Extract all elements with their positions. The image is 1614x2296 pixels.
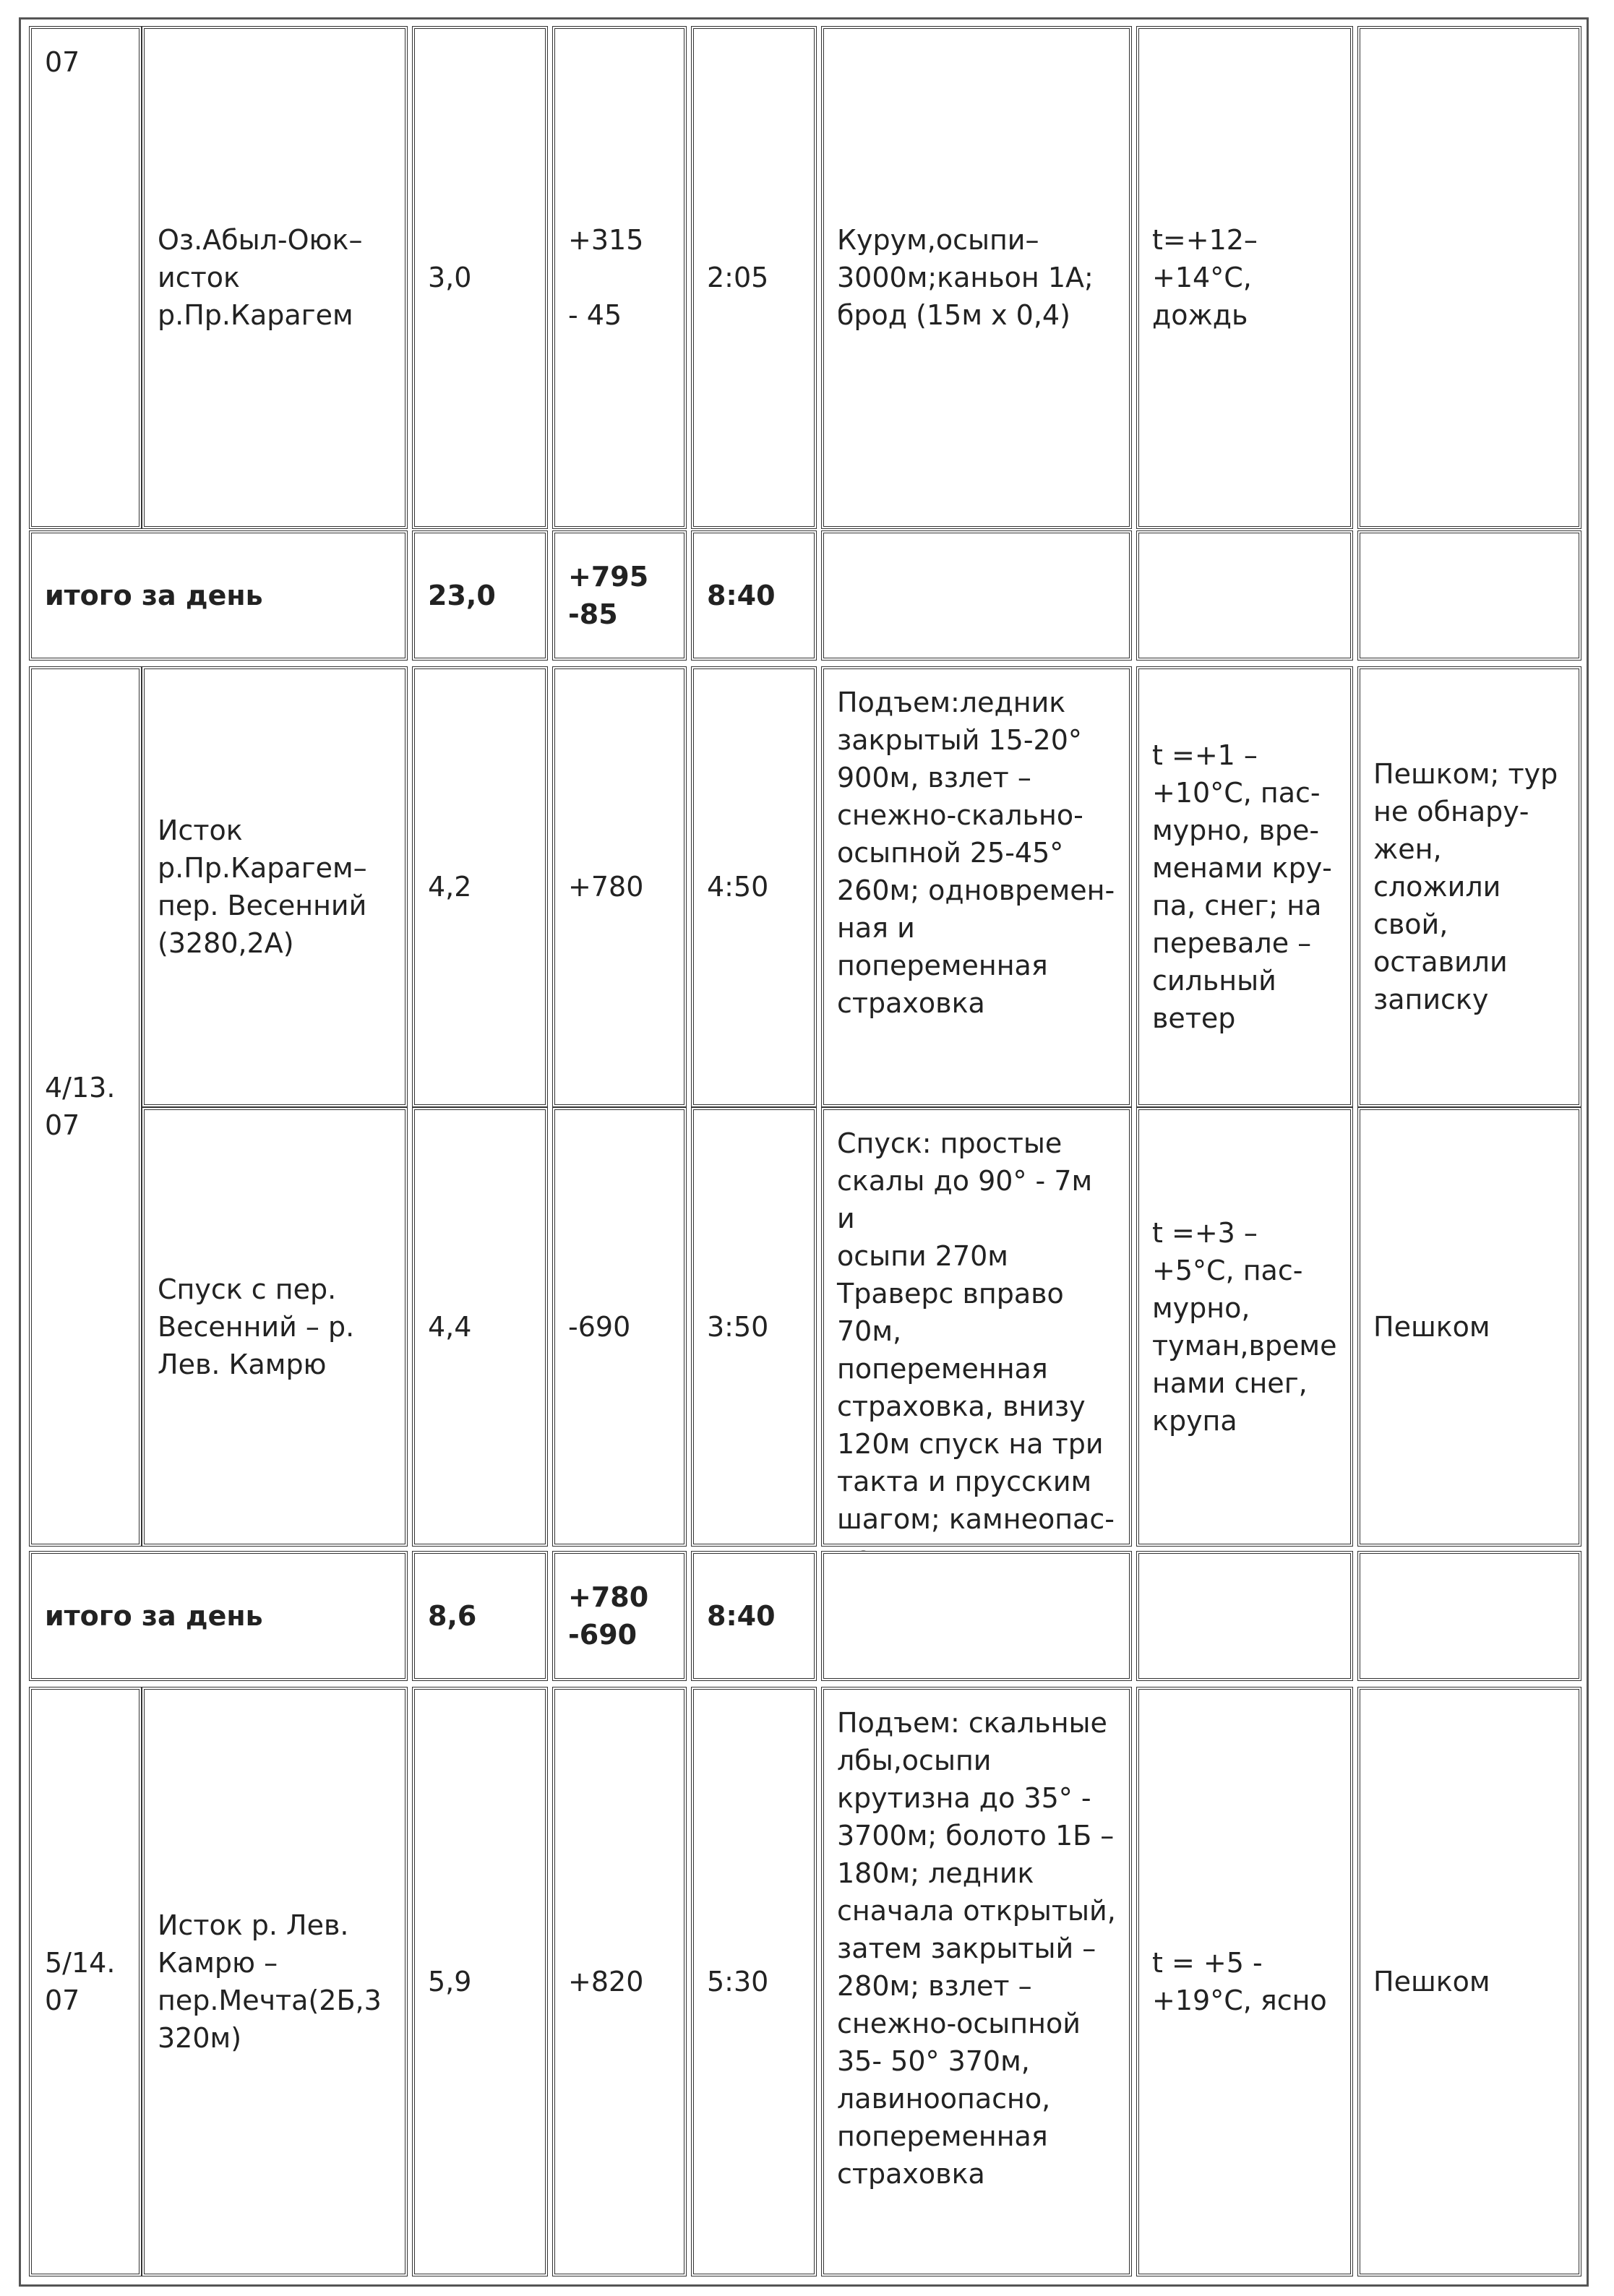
terrain-cell: Подъем: скальные лбы,осыпи крутизна до 35° - 3700м; болото 1Б – 180м; ледник сначала открытый, затем закрытый – 280м; взлет – снежно-осыпной 35- 50° 370м, лавиноопасно, попеременная страховка (821, 1687, 1132, 2276)
route-cell: Спуск с пер. Весенний – р. Лев. Камрю (142, 1107, 408, 1547)
route-cell: Оз.Абыл-Оюк– исток р.Пр.Карагем (142, 26, 408, 529)
total-label-cell: итого за день (29, 530, 408, 661)
time-cell: 2:05 (691, 26, 817, 529)
notes-cell (1357, 26, 1581, 529)
elevation-cell: -690 (552, 1107, 687, 1547)
total-empty-cell (1357, 1551, 1581, 1681)
time-cell: 5:30 (691, 1687, 817, 2276)
distance-cell: 5,9 (412, 1687, 548, 2276)
time-cell: 4:50 (691, 666, 817, 1107)
distance-cell: 3,0 (412, 26, 548, 529)
route-cell: Исток р.Пр.Карагем– пер. Весенний (3280,2А) (142, 666, 408, 1107)
total-empty-cell (1136, 530, 1353, 661)
terrain-cell: Подъем:ледник закрытый 15-20° 900м, взлет – снежно-скально- осыпной 25-45° 260м; одновремен- ная и попеременная страховка (821, 666, 1132, 1107)
terrain-cell: Курум,осыпи– 3000м;каньон 1А; брод (15м x 0,4) (821, 26, 1132, 529)
total-empty-cell (821, 1551, 1132, 1681)
elevation-cell: +315 - 45 (552, 26, 687, 529)
weather-cell: t=+12– +14°С, дождь (1136, 26, 1353, 529)
total-elevation-cell: +780 -690 (552, 1551, 687, 1681)
date-cell: 4/13. 07 (29, 666, 142, 1547)
distance-cell: 4,4 (412, 1107, 548, 1547)
route-cell: Исток р. Лев. Камрю – пер.Мечта(2Б,3 320м) (142, 1687, 408, 2276)
total-empty-cell (821, 530, 1132, 661)
notes-cell: Пешком; тур не обнару- жен, сложили свой, оставили записку (1357, 666, 1581, 1107)
total-time-cell: 8:40 (691, 1551, 817, 1681)
weather-cell: t =+3 – +5°С, пас- мурно, туман,време нами снег, крупа (1136, 1107, 1353, 1547)
total-distance-cell: 23,0 (412, 530, 548, 661)
elevation-cell: +780 (552, 666, 687, 1107)
notes-cell: Пешком (1357, 1687, 1581, 2276)
distance-cell: 4,2 (412, 666, 548, 1107)
total-label-cell: итого за день (29, 1551, 408, 1681)
total-empty-cell (1357, 530, 1581, 661)
total-elevation-cell: +795 -85 (552, 530, 687, 661)
total-empty-cell (1136, 1551, 1353, 1681)
total-distance-cell: 8,6 (412, 1551, 548, 1681)
terrain-cell: Спуск: простые скалы до 90° - 7м и осыпи 270м Траверс вправо 70м, попеременная страховка, внизу 120м спуск на три такта и прусским шагом; камнеопас- (821, 1107, 1132, 1547)
total-time-cell: 8:40 (691, 530, 817, 661)
notes-cell: Пешком (1357, 1107, 1581, 1547)
elevation-cell: +820 (552, 1687, 687, 2276)
weather-cell: t =+1 – +10°С, пас- мурно, вре- менами кру- па, снег; на перевале – сильный ветер (1136, 666, 1353, 1107)
date-cell: 07 (29, 26, 142, 529)
weather-cell: t = +5 - +19°С, ясно (1136, 1687, 1353, 2276)
date-cell: 5/14. 07 (29, 1687, 142, 2276)
time-cell: 3:50 (691, 1107, 817, 1547)
